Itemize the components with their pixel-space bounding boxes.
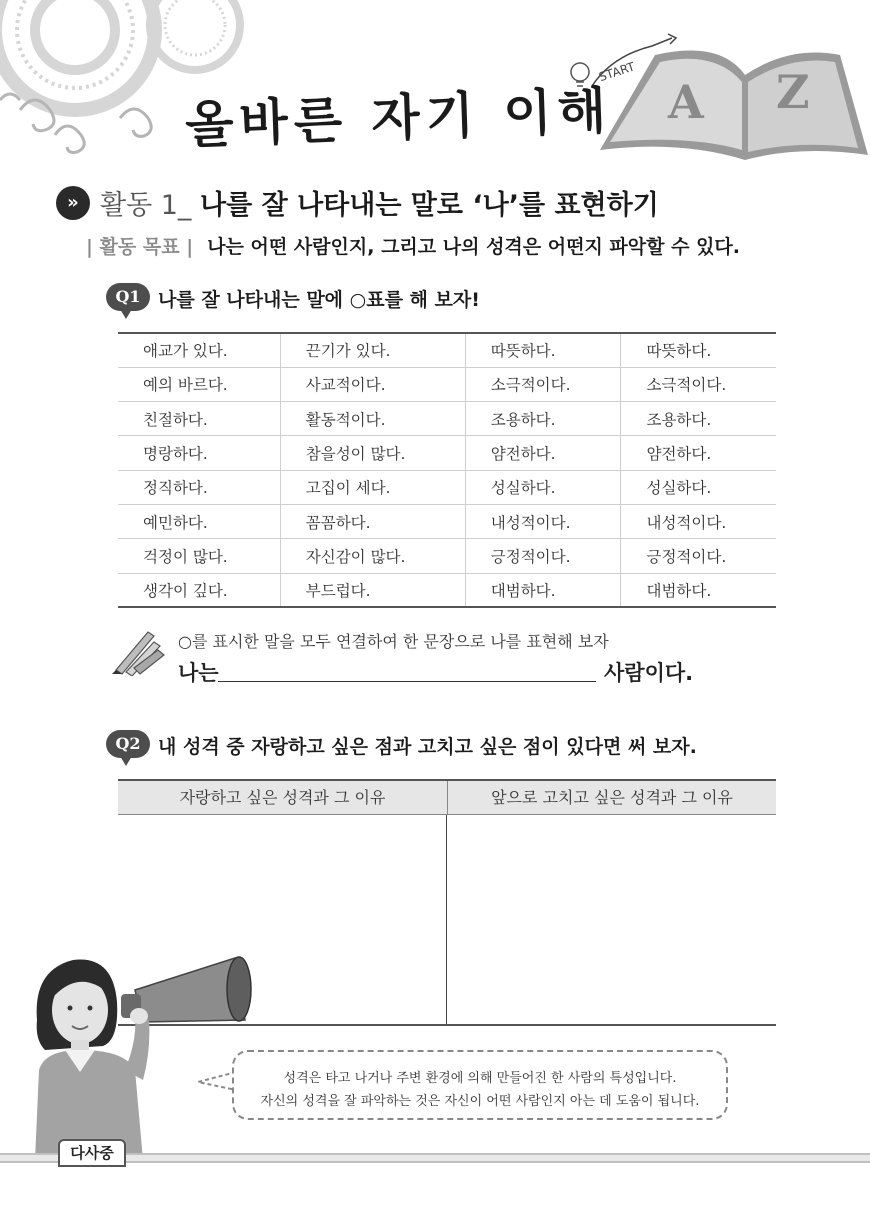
word-cell[interactable]: 내성적이다. <box>465 504 621 538</box>
q1-badge: Q1 <box>106 283 150 311</box>
word-cell[interactable]: 걱정이 많다. <box>118 539 280 573</box>
bubble-text-line: 자신의 성격을 잘 파악하는 것은 자신이 어떤 사람인지 아는 데 도움이 됩니다. <box>260 1094 700 1109</box>
q1-prompt: 나를 잘 나타내는 말에 ○표를 해 보자! <box>158 289 480 311</box>
word-cell[interactable]: 따뜻하다. <box>621 333 776 367</box>
letter-a-icon: A <box>668 75 704 129</box>
megaphone-girl-illustration <box>25 950 265 1160</box>
activity-goal <box>86 232 740 259</box>
goal-text: 나는 어떤 사람인지, 그리고 나의 성격은 어떤지 파악할 수 있다. <box>207 236 741 258</box>
word-cell[interactable]: 대범하다. <box>621 573 776 607</box>
word-cell[interactable]: 얌전하다. <box>621 436 776 470</box>
table-row <box>118 436 776 470</box>
footer-band <box>0 1153 870 1163</box>
sentence-suffix: 사람이다. <box>604 661 694 685</box>
page-title: 올바른 자기 이해 <box>184 80 613 155</box>
word-cell[interactable]: 꼼꼼하다. <box>280 504 465 538</box>
double-chevron-icon: » <box>56 186 90 220</box>
girl-figure <box>35 960 149 1160</box>
table-row <box>118 539 776 573</box>
table-row <box>118 573 776 607</box>
word-cell[interactable]: 예의 바르다. <box>118 367 280 401</box>
word-cell[interactable]: 소극적이다. <box>621 367 776 401</box>
letter-z-icon: Z <box>776 65 810 119</box>
word-cell[interactable]: 대범하다. <box>465 573 621 607</box>
swirl-ornament <box>0 94 151 152</box>
word-cell[interactable]: 부드럽다. <box>280 573 465 607</box>
q2-column-proud: 자랑하고 싶은 성격과 그 이유 <box>179 788 386 807</box>
word-cell[interactable]: 조용하다. <box>621 402 776 436</box>
sentence-answer-line[interactable] <box>218 681 596 682</box>
word-cell[interactable]: 친절하다. <box>118 402 280 436</box>
sentence-instruction: ○를 표시한 말을 모두 연결하여 한 문장으로 나를 표현해 보자 <box>178 632 609 651</box>
table-row <box>118 470 776 504</box>
sentence-prefix: 나는 <box>178 661 219 685</box>
word-cell[interactable]: 애교가 있다. <box>118 333 280 367</box>
q2-table-header <box>118 779 776 815</box>
open-book-icon <box>600 51 868 161</box>
word-table <box>118 332 776 608</box>
word-cell[interactable]: 참을성이 많다. <box>280 436 465 470</box>
word-cell[interactable]: 자신감이 많다. <box>280 539 465 573</box>
word-cell[interactable]: 정직하다. <box>118 470 280 504</box>
q2-column-improve: 앞으로 고치고 싶은 성격과 그 이유 <box>447 781 776 815</box>
word-cell[interactable]: 성실하다. <box>621 470 776 504</box>
word-cell[interactable]: 성실하다. <box>465 470 621 504</box>
q2-column-divider <box>446 815 447 1025</box>
activity-heading <box>100 183 659 222</box>
word-cell[interactable]: 고집이 세다. <box>280 470 465 504</box>
word-cell[interactable]: 내성적이다. <box>621 504 776 538</box>
pencil-icon <box>108 624 168 676</box>
word-cell[interactable]: 조용하다. <box>465 402 621 436</box>
table-row <box>118 402 776 436</box>
word-cell[interactable]: 생각이 깊다. <box>118 573 280 607</box>
word-cell[interactable]: 소극적이다. <box>465 367 621 401</box>
table-row <box>118 504 776 538</box>
activity-number: 활동 1_ <box>100 190 192 221</box>
word-cell[interactable]: 활동적이다. <box>280 402 465 436</box>
word-cell[interactable]: 긍정적이다. <box>621 539 776 573</box>
word-cell[interactable]: 따뜻하다. <box>465 333 621 367</box>
bubble-text-line: 성격은 타고 나거나 주변 환경에 의해 만들어진 한 사람의 특성입니다. <box>283 1071 677 1086</box>
speech-bubble-tail <box>196 1068 236 1094</box>
word-cell[interactable]: 긍정적이다. <box>465 539 621 573</box>
table-row <box>118 367 776 401</box>
word-cell[interactable]: 예민하다. <box>118 504 280 538</box>
q2-prompt: 내 성격 중 자랑하고 싶은 점과 고치고 싶은 점이 있다면 써 보자. <box>158 736 697 758</box>
goal-label: | 활동 목표 | <box>86 236 194 258</box>
word-cell[interactable]: 끈기가 있다. <box>280 333 465 367</box>
footer-label: 다사중 <box>58 1139 126 1167</box>
word-cell[interactable]: 명랑하다. <box>118 436 280 470</box>
q2-badge: Q2 <box>106 730 150 758</box>
activity-title: 나를 잘 나타내는 말로 ‘나’를 표현하기 <box>200 190 659 221</box>
word-cell[interactable]: 얌전하다. <box>465 436 621 470</box>
book-start-label: START <box>597 59 637 85</box>
word-cell[interactable]: 사교적이다. <box>280 367 465 401</box>
table-row <box>118 333 776 367</box>
